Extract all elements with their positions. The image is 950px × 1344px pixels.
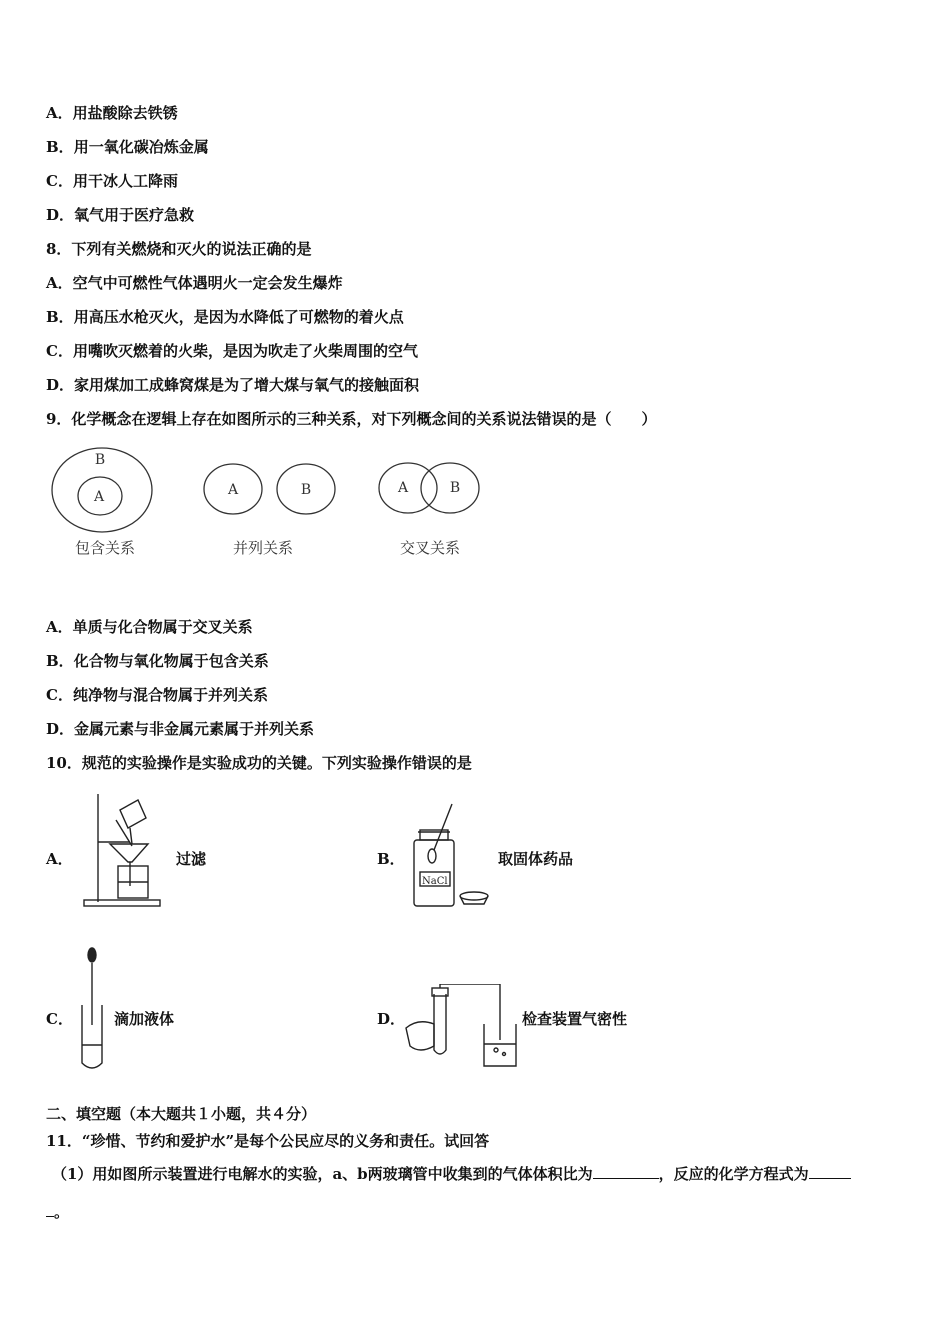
relationship-diagram bbox=[40, 440, 500, 565]
intersect-right-label: B bbox=[449, 480, 461, 496]
q11-stem: 11．“珍惜、节约和爱护水”是每个公民应尽的义务和责任。试回答 bbox=[46, 1132, 490, 1150]
parallel-left-label: A bbox=[227, 482, 239, 498]
q10-option-a-letter: A． bbox=[46, 850, 73, 868]
q10-option-b-text: 取固体药品 bbox=[498, 850, 574, 868]
dropper-icon bbox=[76, 945, 110, 1073]
contain-caption: 包含关系 bbox=[74, 539, 136, 557]
q11-blank-1[interactable] bbox=[593, 1164, 659, 1179]
q7-option-b: B．用一氧化碳冶炼金属 bbox=[46, 138, 209, 156]
q8-option-a: A．空气中可燃性气体遇明火一定会发生爆炸 bbox=[46, 274, 343, 292]
solid-reagent-icon bbox=[404, 800, 494, 912]
filtration-figure bbox=[78, 790, 168, 910]
q9-option-b: B．化合物与氧化物属于包含关系 bbox=[46, 652, 269, 670]
q10-option-d-text: 检查装置气密性 bbox=[522, 1010, 628, 1028]
q7-option-d: D．氧气用于医疗急救 bbox=[46, 206, 195, 224]
q10-stem: 10．规范的实验操作是实验成功的关键。下列实验操作错误的是 bbox=[46, 754, 472, 772]
q8-option-c: C．用嘴吹灭燃着的火柴，是因为吹走了火柴周围的空气 bbox=[46, 342, 418, 360]
q8-option-d: D．家用煤加工成蜂窝煤是为了增大煤与氧气的接触面积 bbox=[46, 376, 420, 394]
q11-blank-2-cont[interactable] bbox=[46, 1202, 54, 1217]
section2-heading: 二、填空题（本大题共１小题，共４分） bbox=[46, 1105, 317, 1123]
contain-outer-label: B bbox=[94, 452, 106, 468]
q10-option-c-text: 滴加液体 bbox=[114, 1010, 175, 1028]
q7-option-c: C．用干冰人工降雨 bbox=[46, 172, 178, 190]
parallel-right-label: B bbox=[300, 482, 312, 498]
q8-option-b: B．用高压水枪灭火，是因为水降低了可燃物的着火点 bbox=[46, 308, 404, 326]
q10-option-a-text: 过滤 bbox=[176, 850, 207, 868]
q7-option-a: A．用盐酸除去铁锈 bbox=[46, 104, 178, 122]
intersect-caption: 交叉关系 bbox=[399, 539, 461, 557]
filtration-icon bbox=[78, 790, 168, 910]
intersect-left-label: A bbox=[397, 480, 409, 496]
q9-option-c: C．纯净物与混合物属于并列关系 bbox=[46, 686, 268, 704]
nacl-label: NaCl bbox=[422, 876, 448, 887]
q10-option-d-letter: D． bbox=[377, 1010, 406, 1028]
q10-option-c-letter: C． bbox=[46, 1010, 73, 1028]
airtight-check-icon bbox=[404, 984, 522, 1070]
q8-stem: 8．下列有关燃烧和灭火的说法正确的是 bbox=[46, 240, 312, 258]
q11-part1: （1）用如图所示装置进行电解水的实验，a、b两玻璃管中收集到的气体体积比为 ，反应的化学方程式为 bbox=[52, 1163, 851, 1184]
airtight-check-figure bbox=[404, 984, 522, 1070]
dropper-figure bbox=[76, 945, 110, 1073]
q11-part1-cont: 。 bbox=[46, 1201, 69, 1222]
relationship-diagram-svg bbox=[40, 440, 500, 565]
q9-option-a: A．单质与化合物属于交叉关系 bbox=[46, 618, 253, 636]
q10-option-b-letter: B． bbox=[377, 850, 405, 868]
q11-blank-2[interactable] bbox=[809, 1164, 851, 1179]
contain-inner-label: A bbox=[93, 489, 105, 505]
solid-reagent-figure bbox=[404, 800, 494, 912]
parallel-caption: 并列关系 bbox=[232, 539, 294, 557]
q9-stem: 9．化学概念在逻辑上存在如图所示的三种关系，对下列概念间的关系说法错误的是（ ） bbox=[46, 410, 657, 428]
q9-option-d: D．金属元素与非金属元素属于并列关系 bbox=[46, 720, 315, 738]
